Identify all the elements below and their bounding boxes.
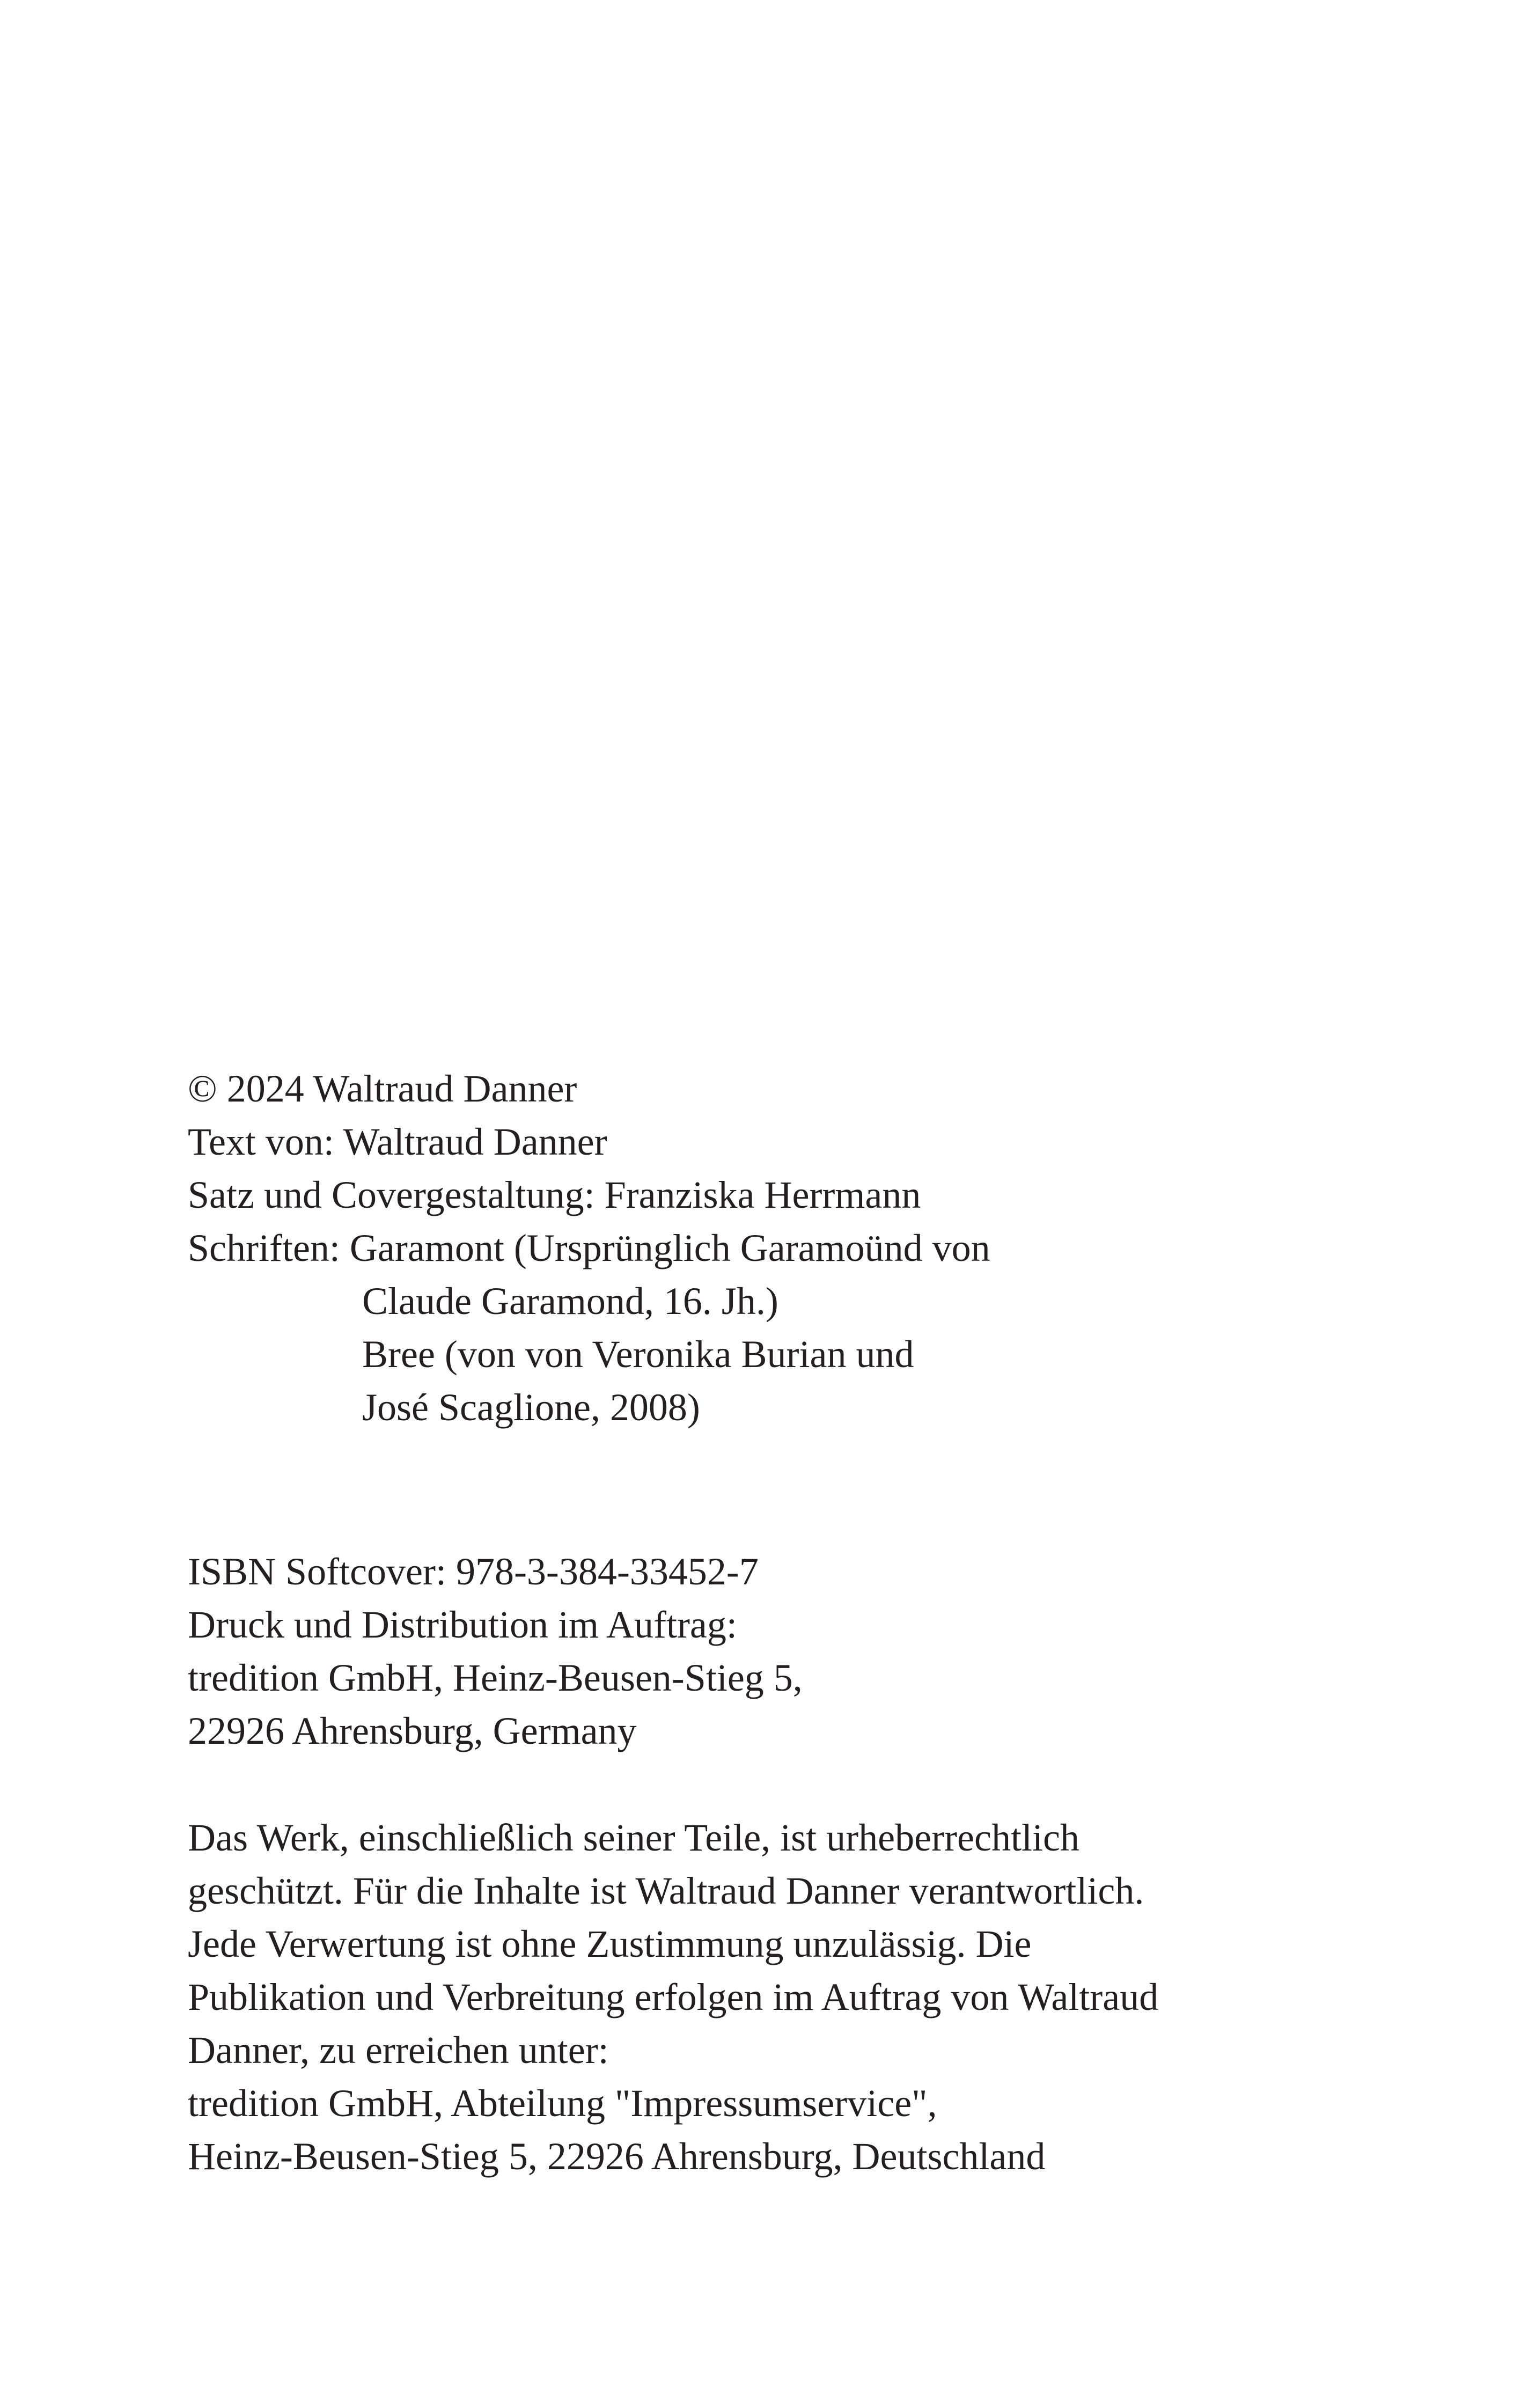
legal-line: Heinz-Beusen-Stieg 5, 22926 Ahrensburg, Deutschland [188,2135,1046,2178]
legal-line: Danner, zu erreichen unter: [188,2029,609,2072]
fonts-line [188,1222,1368,1275]
fonts-label: Schriften: [188,1227,340,1269]
address-line-2: 22926 Ahrensburg, Germany [188,1709,637,1752]
text-by-line: Text von: Waltraud Danner [188,1120,607,1163]
legal-line: geschützt. Für die Inhalte ist Waltraud Danner verantwortlich. [188,1869,1144,1912]
font1-line2: Claude Garamond, 16. Jh.) [362,1280,778,1323]
legal-line: Publikation und Verbreitung erfolgen im Auftrag von Waltraud [188,1976,1159,2018]
address-line-1: tredition GmbH, Heinz-Beusen-Stieg 5, [188,1656,803,1699]
layout-credit-line: Satz und Covergestaltung: Franziska Herrmann [188,1173,921,1216]
font2-line1: Bree (von von Veronika Burian und [362,1333,914,1376]
legal-line: Jede Verwertung ist ohne Zustimmung unzulässig. Die [188,1922,1032,1965]
legal-line: tredition GmbH, Abteilung "Impressumservice", [188,2082,937,2125]
legal-notice-block [188,1811,1368,2183]
copyright-line: © 2024 Waltraud Danner [188,1067,577,1110]
font2-line2: José Scaglione, 2008) [362,1386,700,1429]
font1-line1: Garamont (Ursprünglich Garamoünd von [349,1227,990,1269]
print-line: Druck und Distribution im Auftrag: [188,1603,737,1646]
isbn-line: ISBN Softcover: 978-3-384-33452-7 [188,1550,759,1593]
credits-block [188,1062,1368,1434]
publishing-block [188,1545,1368,1758]
legal-line: Das Werk, einschließlich seiner Teile, ist urheberrechtlich [188,1816,1079,1859]
